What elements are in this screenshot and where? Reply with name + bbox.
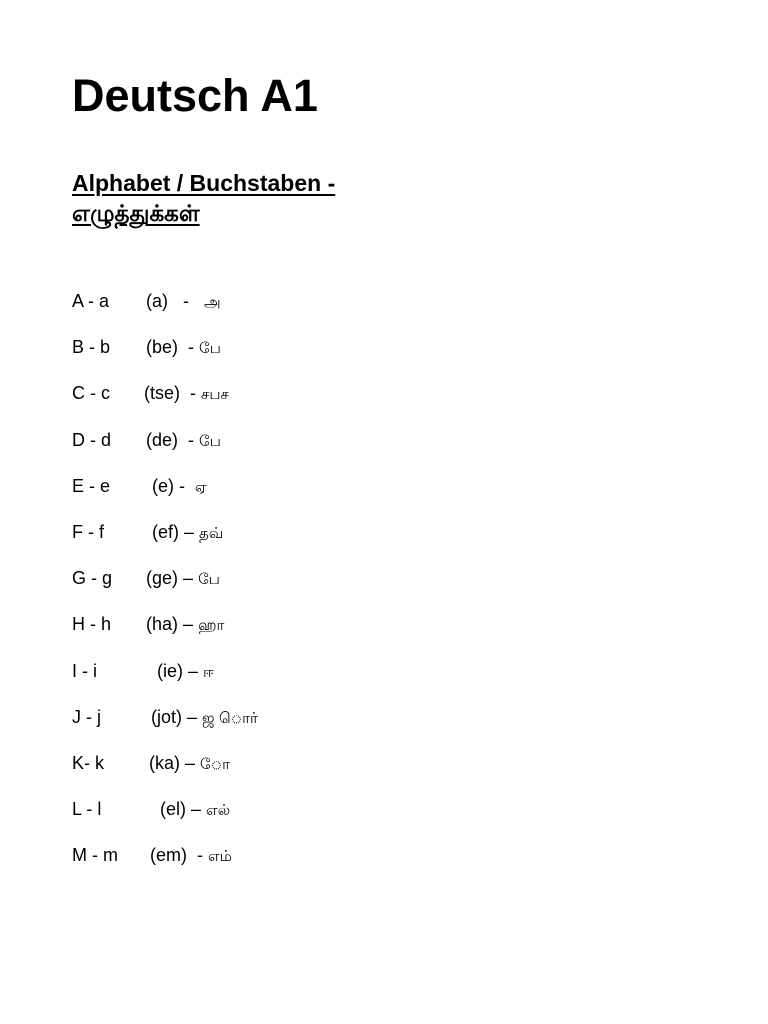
pronunciation-line [144,380,229,407]
pronunciation: (de) [146,429,179,450]
alphabet-row-e [72,473,672,519]
letter-pair: D - d [72,429,112,450]
separator: - [197,845,204,866]
pronunciation-line [146,427,221,454]
tamil-transliteration: பே [199,431,221,450]
letter-pair: L - l [72,799,102,820]
pronunciation-line [151,704,258,731]
alphabet-list [72,288,672,888]
separator: – [191,799,202,820]
alphabet-row-g [72,565,672,611]
letter-pair: B - b [72,337,111,358]
pronunciation: (tse) [144,383,180,404]
pronunciation-line [149,750,230,777]
pronunciation: (em) [150,845,187,866]
letter-pair: C - c [72,383,110,404]
separator: – [184,521,195,542]
alphabet-row-f [72,519,672,565]
separator: - [190,383,197,404]
separator: - [188,429,195,450]
letter-pair: H - h [72,614,112,635]
letter-pair: F - f [72,521,104,542]
pronunciation-line [157,658,214,685]
separator: – [185,752,196,773]
pronunciation: (ka) [149,752,180,773]
tamil-transliteration: ஈ [203,662,214,681]
separator: – [183,568,194,589]
pronunciation-line [146,565,220,592]
separator: - [188,337,195,358]
tamil-transliteration: பே [198,570,220,589]
tamil-transliteration: பே [199,339,221,358]
pronunciation-line [152,519,223,546]
letter-pair: M - m [72,845,118,866]
pronunciation: (el) [160,799,186,820]
tamil-transliteration: அ [204,293,221,311]
separator: - [183,291,190,311]
pronunciation-line [150,842,232,869]
pronunciation: (ef) [152,521,179,542]
alphabet-row-c [72,380,672,426]
alphabet-row-m [72,842,672,888]
alphabet-row-a [72,288,672,334]
pronunciation-line [160,796,230,823]
letter-pair: K- k [72,752,105,773]
separator: – [187,706,198,727]
tamil-transliteration: ஜ ொர் [202,708,258,727]
separator: – [183,614,194,635]
alphabet-row-i [72,658,672,704]
pronunciation: (jot) [151,706,182,727]
alphabet-row-k [72,750,672,796]
tamil-transliteration: ஏ [195,477,207,496]
pronunciation: (ie) [157,660,183,681]
pronunciation-line [146,288,221,315]
pronunciation-line [146,334,221,361]
alphabet-row-l [72,796,672,842]
tamil-transliteration: சபச [201,385,229,404]
pronunciation: (e) [152,475,174,496]
page-title: Deutsch A1 [72,70,318,121]
separator: - [179,475,186,496]
pronunciation: (be) [146,337,179,358]
section-heading [72,168,335,228]
alphabet-row-j [72,704,672,750]
letter-pair: E - e [72,475,111,496]
pronunciation-line [152,473,207,500]
tamil-transliteration: ோ [200,754,230,773]
letter-pair: J - j [72,706,101,727]
alphabet-row-h [72,611,672,657]
letter-pair: A - a [72,291,110,311]
pronunciation-line [146,611,224,638]
tamil-transliteration: எல் [206,801,231,820]
tamil-transliteration: எம் [208,847,232,866]
pronunciation: (ha) [146,614,179,635]
pronunciation: (ge) [146,568,179,589]
alphabet-row-b [72,334,672,380]
section-heading-line-1: Alphabet / Buchstaben - [72,170,336,196]
letter-pair: I - i [72,660,97,681]
tamil-transliteration: ஹா [198,616,225,635]
section-heading-line-2: எழுத்துக்கள் [72,200,200,226]
letter-pair: G - g [72,568,113,589]
alphabet-row-d [72,427,672,473]
tamil-transliteration: தவ் [199,523,224,542]
pronunciation: (a) [146,291,168,311]
separator: – [188,660,199,681]
